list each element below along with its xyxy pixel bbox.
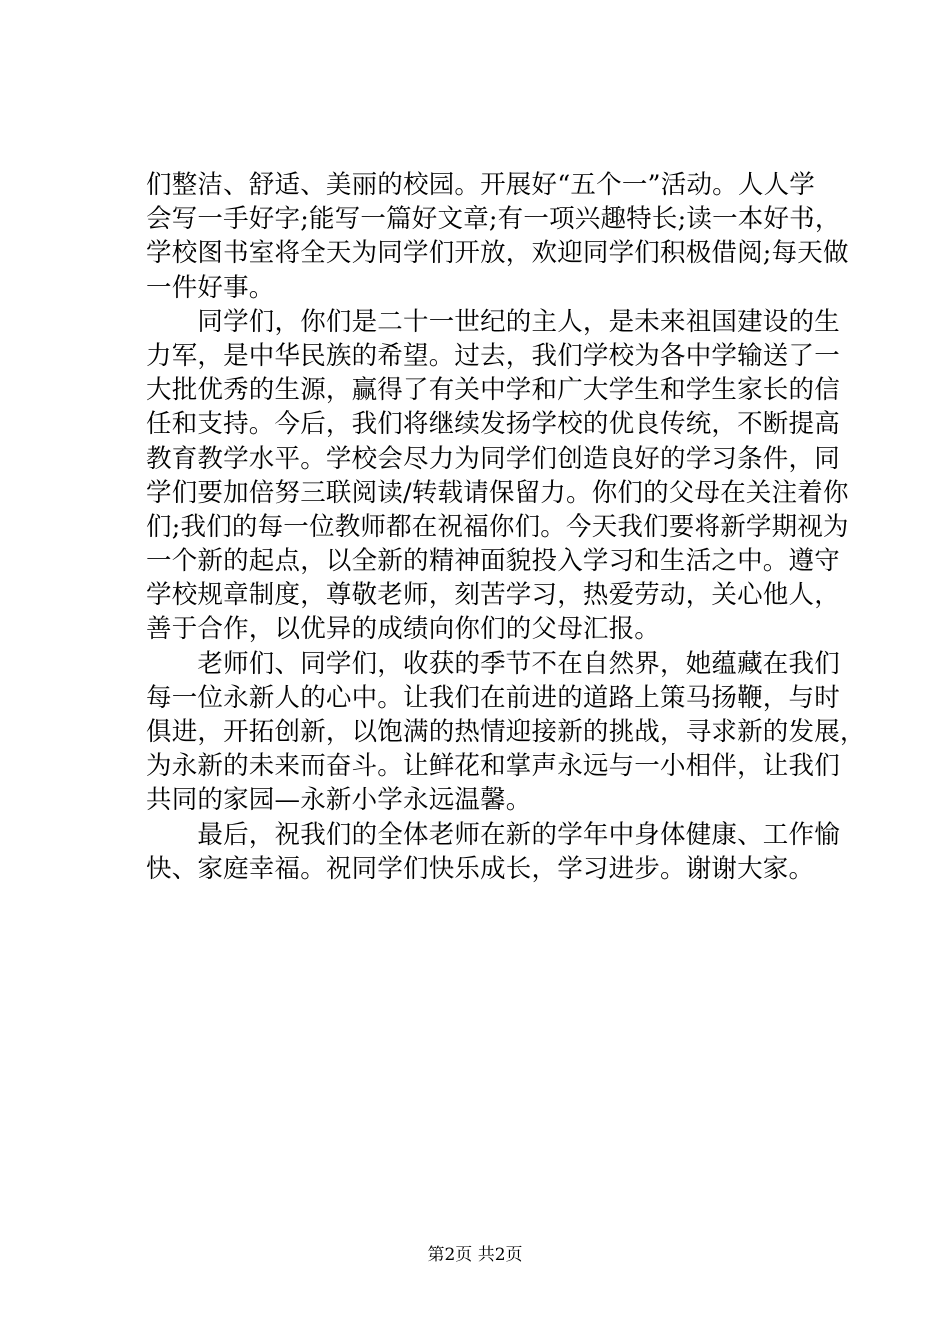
text-line: 任和支持。今后，我们将继续发扬学校的优良传统，不断提高 (146, 409, 840, 440)
text-line: 一个新的起点，以全新的精神面貌投入学习和生活之中。遵守 (146, 546, 840, 577)
text-line: 学们要加倍努三联阅读/转载请保留力。你们的父母在关注着你 (146, 477, 849, 508)
text-line: 们;我们的每一位教师都在祝福你们。今天我们要将新学期视为 (146, 511, 849, 542)
text-line: 大批优秀的生源，赢得了有关中学和广大学生和学生家长的信 (146, 375, 840, 406)
text-line: 力军，是中华民族的希望。过去，我们学校为各中学输送了一 (146, 340, 840, 371)
text-line: 教育教学水平。学校会尽力为同学们创造良好的学习条件，同 (146, 443, 840, 474)
text-line: 会写一手好字;能写一篇好文章;有一项兴趣特长;读一本好书， (146, 204, 841, 235)
text-line: 快、家庭幸福。祝同学们快乐成长，学习进步。谢谢大家。 (146, 853, 815, 884)
text-line: 每一位永新人的心中。让我们在前进的道路上策马扬鞭，与时 (146, 682, 840, 713)
text-line: 善于合作，以优异的成绩向你们的父母汇报。 (146, 614, 661, 645)
text-line: 学校规章制度，尊敬老师，刻苦学习，热爱劳动，关心他人， (146, 580, 840, 611)
text-line: 老师们、同学们，收获的季节不在自然界，她蕴藏在我们 (146, 648, 840, 679)
text-line: 们整洁、舒适、美丽的校园。开展好“五个一”活动。人人学 (146, 170, 815, 200)
paragraph-2 (146, 305, 849, 647)
text-line: 俱进，开拓创新，以饱满的热情迎接新的挑战，寻求新的发展， (146, 717, 866, 747)
paragraph-1 (146, 168, 849, 305)
paragraph-4 (146, 818, 840, 886)
document-body (146, 168, 866, 886)
text-line: 为永新的未来而奋斗。让鲜花和掌声永远与一小相伴，让我们 (146, 751, 840, 782)
text-line: 共同的家园—永新小学永远温馨。 (146, 785, 532, 816)
page-footer: 第2页 共2页 (427, 1245, 523, 1265)
text-line: 学校图书室将全天为同学们开放，欢迎同学们积极借阅;每天做 (146, 238, 849, 269)
text-line: 一件好事。 (146, 272, 275, 303)
paragraph-3 (146, 647, 866, 818)
text-line: 最后，祝我们的全体老师在新的学年中身体健康、工作愉 (146, 819, 840, 850)
text-line: 同学们，你们是二十一世纪的主人，是未来祖国建设的生 (146, 306, 840, 337)
